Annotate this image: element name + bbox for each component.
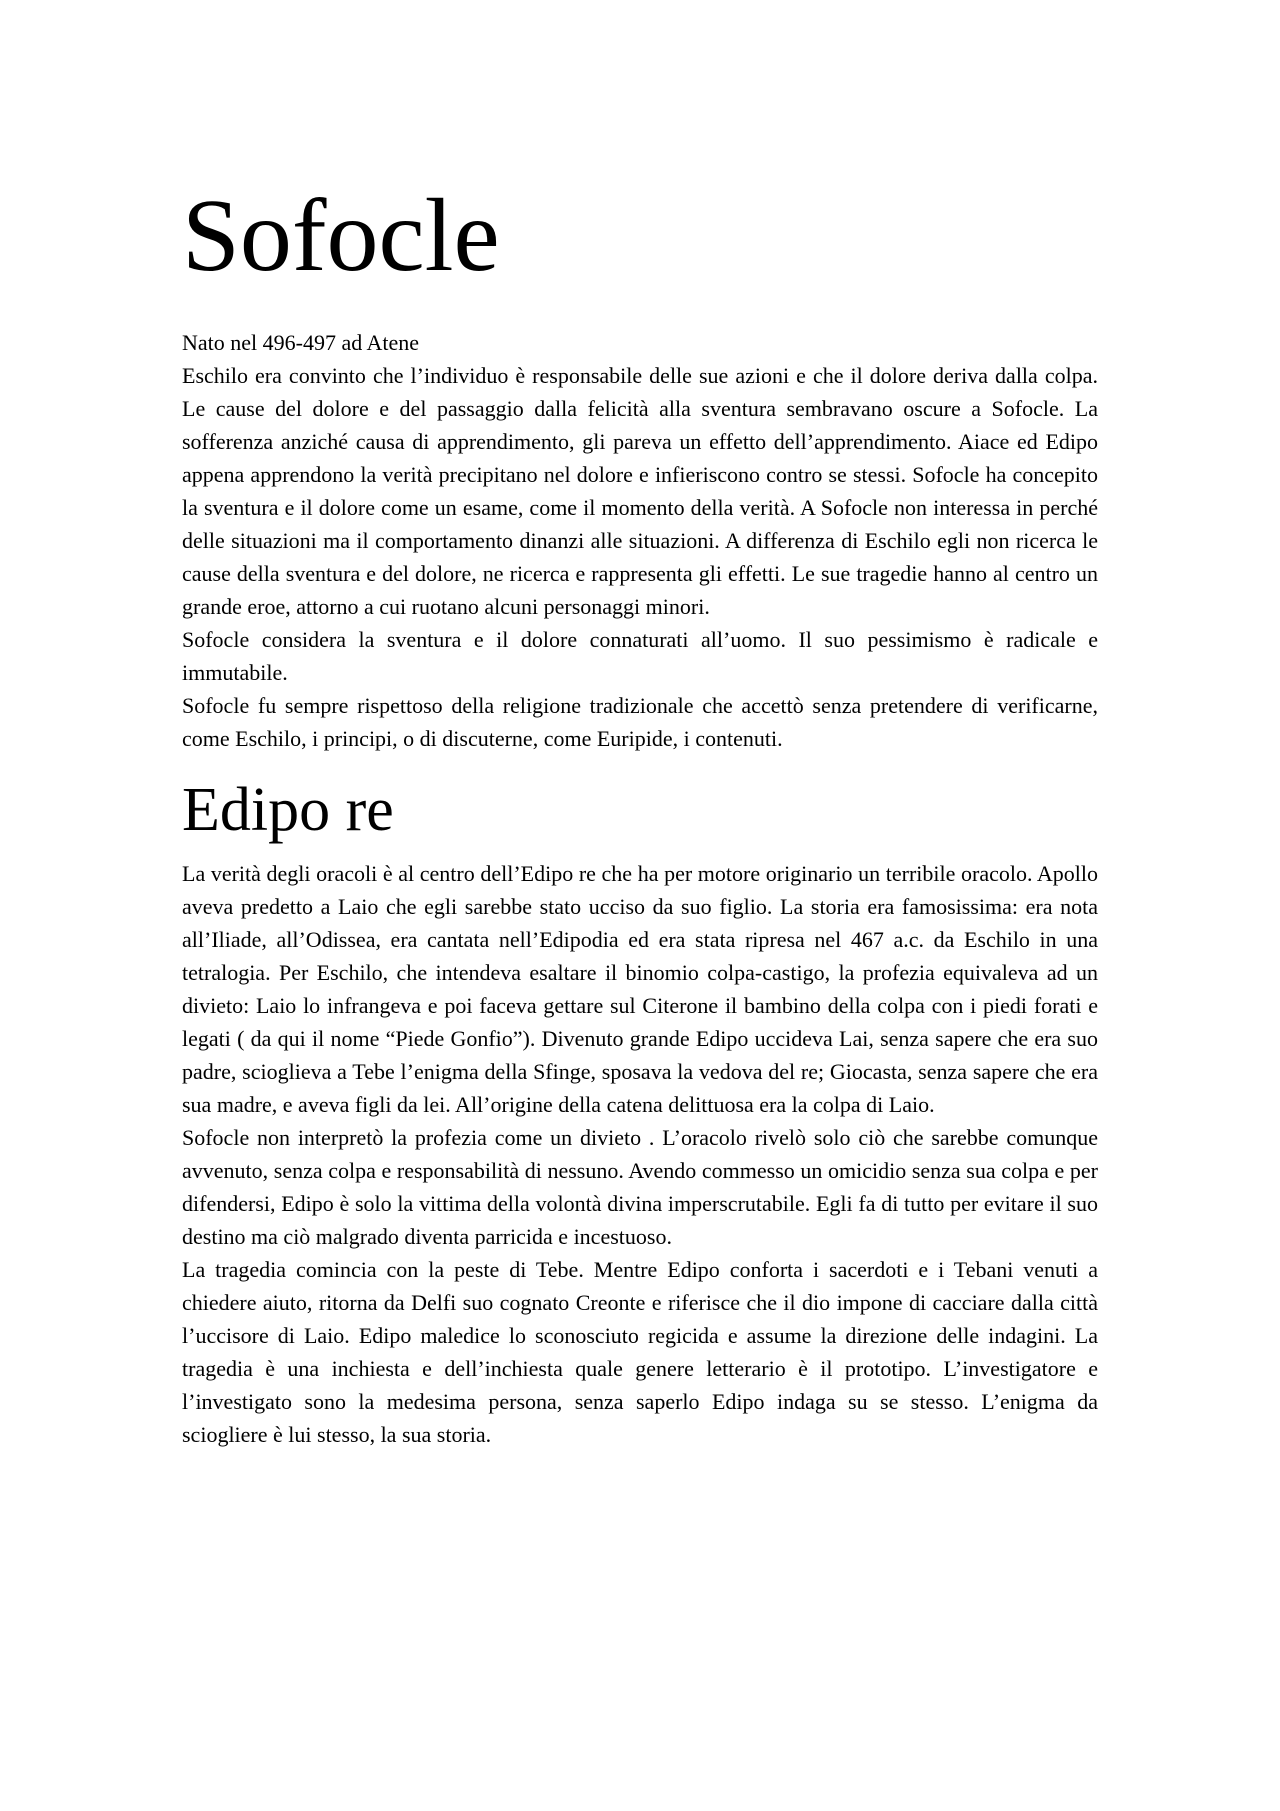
birth-note: Nato nel 496-497 ad Atene: [182, 330, 420, 355]
paragraph: Eschilo era convinto che l’individuo è responsabile delle sue azioni e che il dolore deriva dalla colpa. Le cause del dolore e del passaggio dalla felicità alla sventura sembravano oscure a Sofocle. La sofferenza anziché causa di apprendimento, gli pareva un effetto dell’apprendimento. Aiace ed Edipo appena apprendono la verità precipitano nel dolore e infieriscono contro se stessi. Sofocle ha concepito la sventura e il dolore come un esame, come il momento della verità. A Sofocle non interessa in perché delle situazioni ma il comportamento dinanzi alle situazioni. A differenza di Eschilo egli non ricerca le cause della sventura e del dolore, ne ricerca e rappresenta gli effetti. Le sue tragedie hanno al centro un grande eroe, attorno a cui ruotano alcuni personaggi minori.: [182, 363, 1098, 619]
paragraph: Sofocle non interpretò la profezia come un divieto . L’oracolo rivelò solo ciò che sarebbe comunque avvenuto, senza colpa e responsabilità di nessuno. Avendo commesso un omicidio senza sua colpa e per difendersi, Edipo è solo la vittima della volontà divina imperscrutabile. Egli fa di tutto per evitare il suo destino ma ciò malgrado diventa parricida e incestuoso.: [182, 1125, 1098, 1249]
paragraph: Sofocle fu sempre rispettoso della religione tradizionale che accettò senza pretendere di verificarne, come Eschilo, i principi, o di discuterne, come Euripide, i contenuti.: [182, 693, 1098, 751]
paragraph: La verità degli oracoli è al centro dell’Edipo re che ha per motore originario un terribile oracolo. Apollo aveva predetto a Laio che egli sarebbe stato ucciso da suo figlio. La storia era famosissima: era nota all’Iliade, all’Odissea, era cantata nell’Edipodia ed era stata ripresa nel 467 a.c. da Eschilo in una tetralogia. Per Eschilo, che intendeva esaltare il binomio colpa-castigo, la profezia equivaleva ad un divieto: Laio lo infrangeva e poi faceva gettare sul Citerone il bambino della colpa con i piedi forati e legati ( da qui il nome “Piede Gonfio”). Divenuto grande Edipo uccideva Lai, senza sapere che era suo padre, scioglieva a Tebe l’enigma della Sfinge, sposava la vedova del re; Giocasta, senza sapere che era sua madre, e aveva figli da lei. All’origine della catena delittuosa era la colpa di Laio.: [182, 861, 1098, 1117]
document-body: [182, 178, 1098, 1451]
paragraph: La tragedia comincia con la peste di Tebe. Mentre Edipo conforta i sacerdoti e i Tebani venuti a chiedere aiuto, ritorna da Delfi suo cognato Creonte e riferisce che il dio impone di cacciare dalla città l’uccisore di Laio. Edipo maledice lo sconosciuto regicida e assume la direzione delle indagini. La tragedia è una inchiesta e dell’inchiesta quale genere letterario è il prototipo. L’investigatore e l’investigato sono la medesima persona, senza saperlo Edipo indaga su se stesso. L’enigma da sciogliere è lui stesso, la sua storia.: [182, 1257, 1098, 1447]
page-title: Sofocle: [182, 178, 500, 293]
section-title: Edipo re: [182, 776, 394, 844]
paragraph: Sofocle considera la sventura e il dolore connaturati all’uomo. Il suo pessimismo è radicale e immutabile.: [182, 627, 1098, 685]
